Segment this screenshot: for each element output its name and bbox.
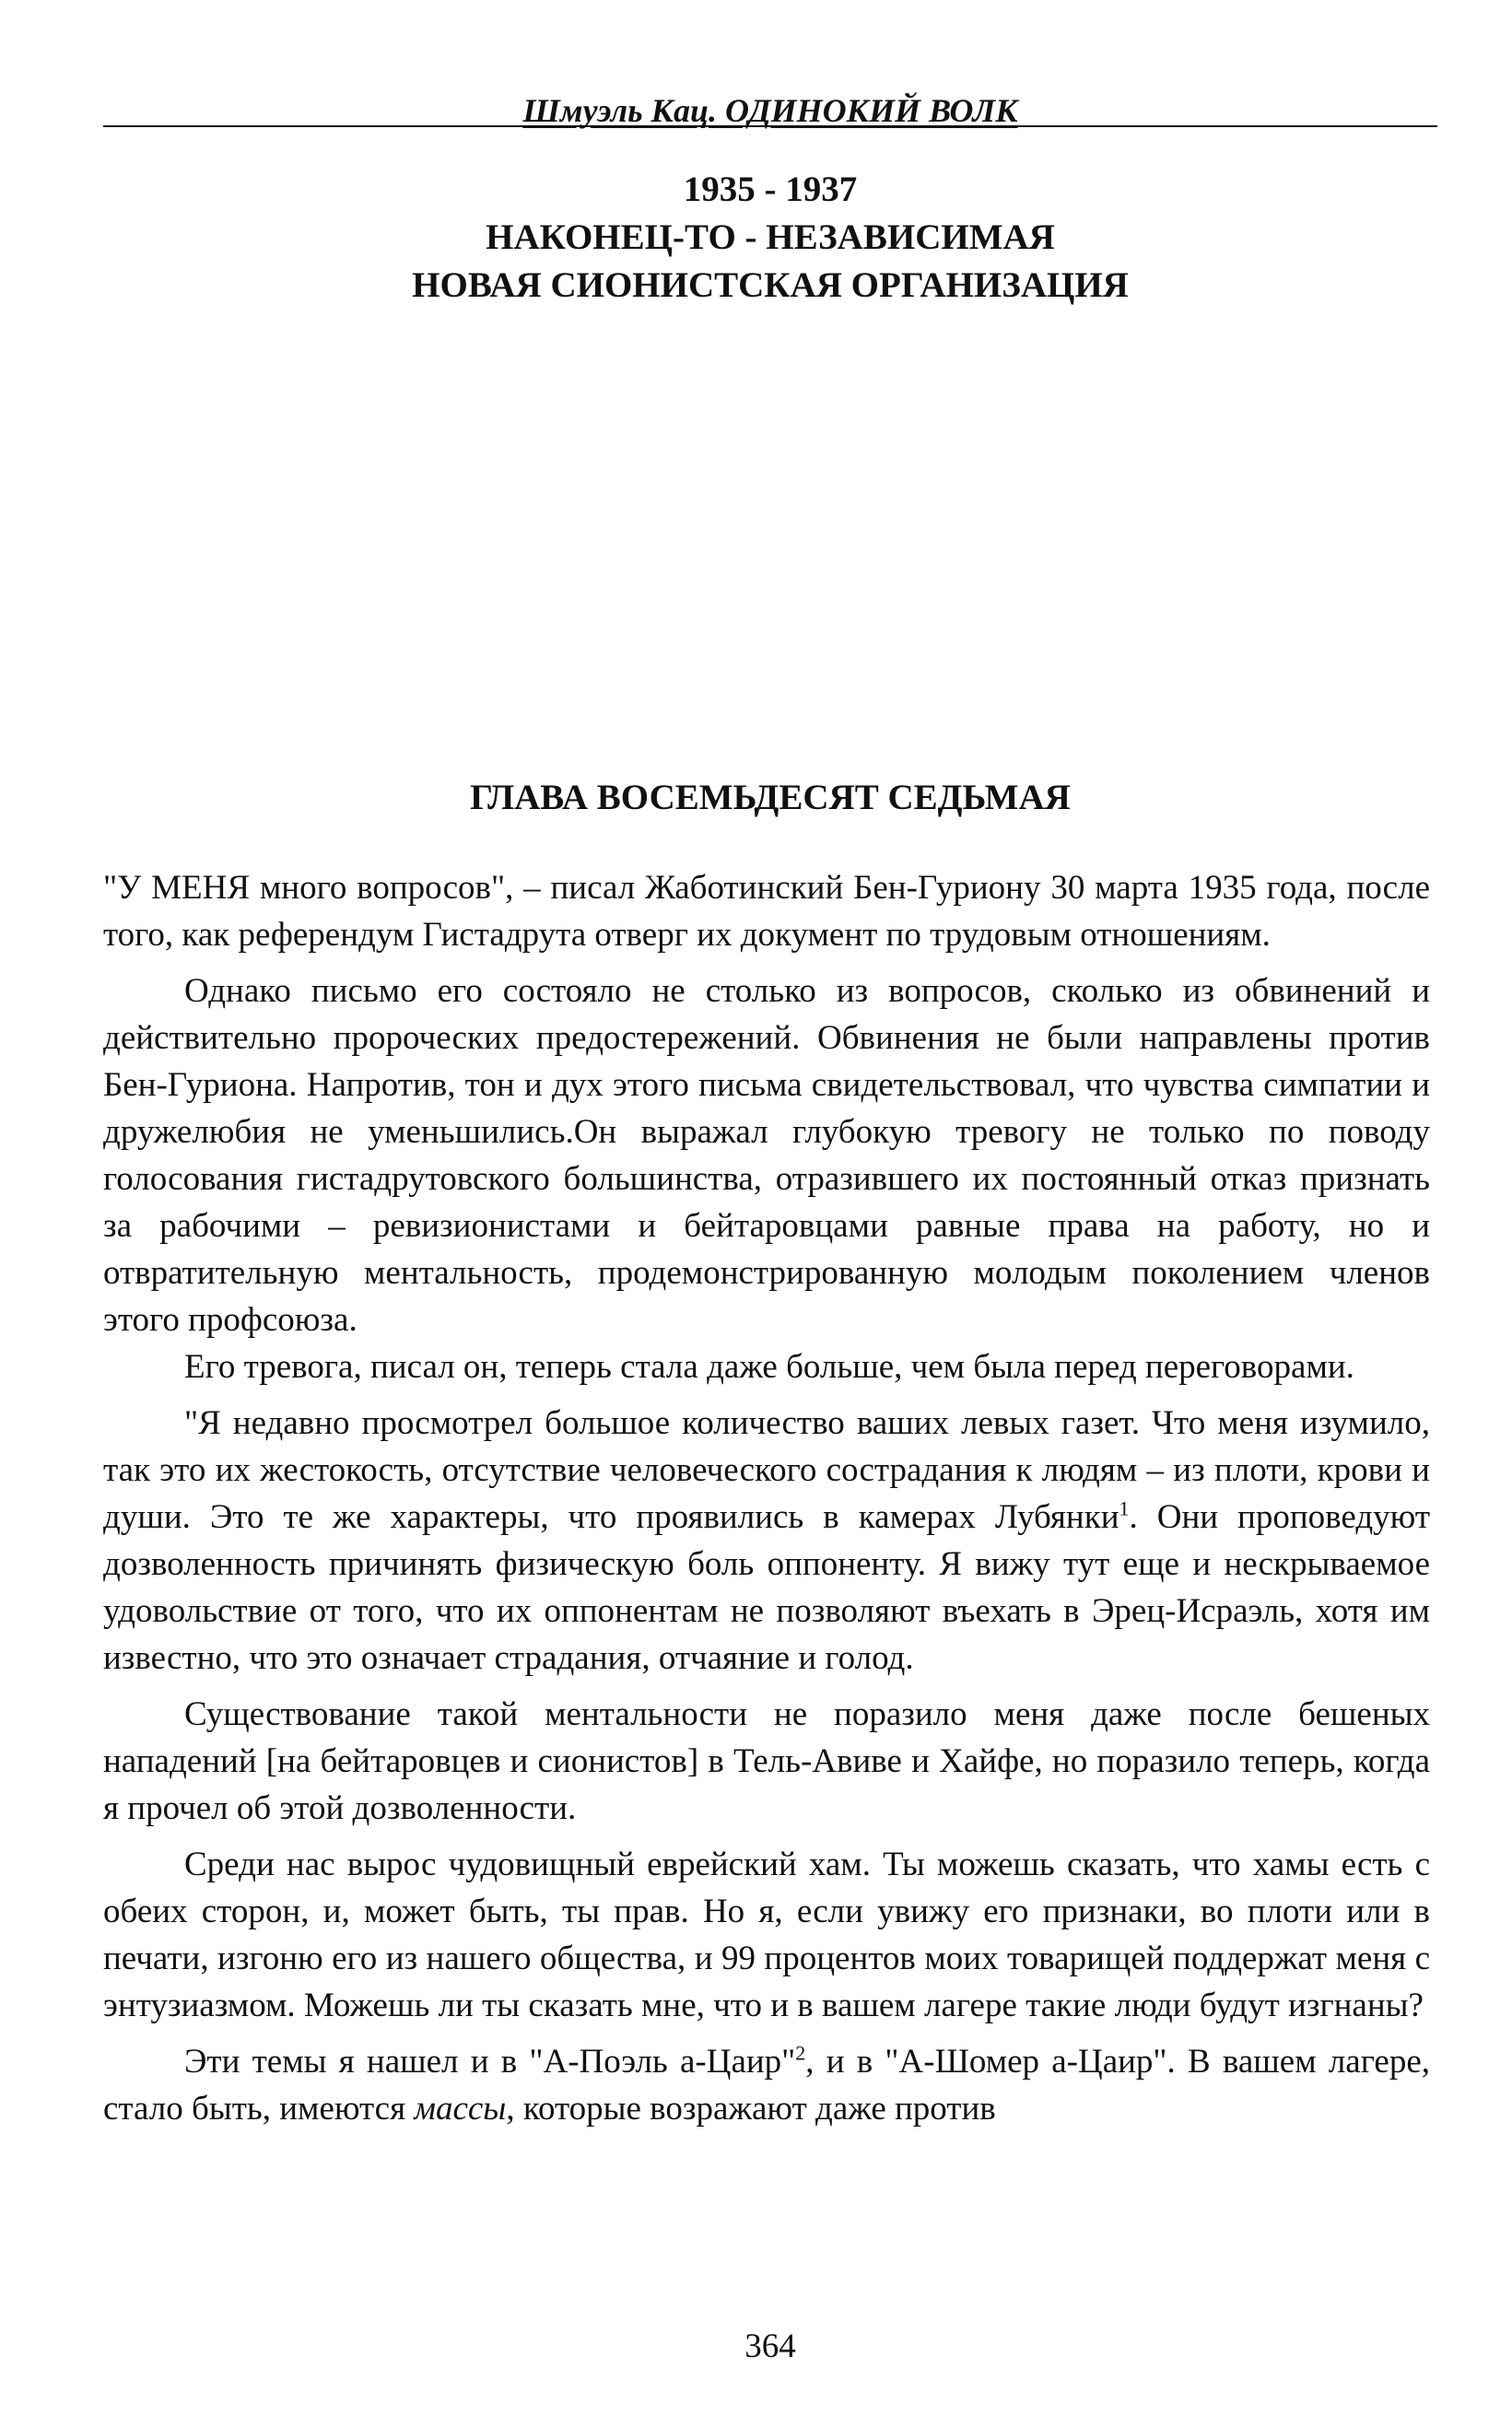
footnote-ref-2: 2 [795, 2041, 806, 2065]
page-number: 364 [744, 2327, 796, 2365]
emphasis: массы [414, 2090, 507, 2128]
part-years: 1935 - 1937 [683, 170, 858, 209]
drop-opening: "У МЕНЯ [103, 869, 251, 907]
header-rule [103, 125, 1437, 127]
paragraph: Среди нас вырос чудовищный еврейский хам. Ты можешь сказать, что хамы есть с обеих сторон, и, может быть, ты прав. Но я, если увижу его признаки, во плоти или в печати, изгоню его из нашего общества, и 99 процентов моих товарищей поддержат меня с энтузиазмом. Можешь ли ты сказать мне, что и в вашем лагере такие люди будут изгнаны? [103, 1846, 1430, 2024]
paragraph: Его тревога, писал он, теперь стала даже больше, чем была перед переговорами. [184, 1348, 1354, 1386]
part-title-line-2: НОВАЯ СИОНИСТСКАЯ ОРГАНИЗАЦИЯ [412, 265, 1129, 305]
paragraph: "Я недавно просмотрел большое количество ваших левых газет. Что меня изумило, так это их жестокость, отсутствие человеческого сострадания к людям – из плоти, крови и души. Это те же характеры, что проявились в камерах Лубянки$^1$. Они проповедуют дозволенность причинять физическую боль оппоненту. Я вижу тут еще и нескрываемое удовольствие от того, что их оппонентам не позволяют въехать в Эрец-Исраэль, хотя им известно, что это означает страдания, отчаяние и голод. [103, 1404, 1430, 1677]
chapter-title: ГЛАВА ВОСЕМЬДЕСЯТ СЕДЬМАЯ [470, 778, 1071, 817]
paragraph: "У МЕНЯ много вопросов", – писал Жаботинский Бен-Гуриону 30 марта 1935 года, после того, как референдум Гистадрута отверг их документ по трудовым отношениям. [103, 869, 1430, 954]
part-title [103, 166, 1437, 310]
part-title-line-1: НАКОНЕЦ-ТО - НЕЗАВИСИМАЯ [486, 217, 1055, 257]
footnote-ref-1: 1 [1119, 1496, 1130, 1520]
paragraph: Существование такой ментальности не поразило меня даже после бешеных нападений [на бейтаровцев и сионистов] в Тель-Авиве и Хайфе, но поразило теперь, когда я прочел об этой дозволенности. [103, 1695, 1430, 1827]
paragraph: Однако письмо его состояло не столько из вопросов, сколько из обвинений и действительно пророческих предостережений. Обвинения не были направлены против Бен-Гуриона. Напротив, тон и дух этого письма свидетельствовал, что чувства симпатии и дружелюбия не уменьшились.Он выражал глубокую тревогу не только по поводу голосования гистадрутовского большинства, отразившего их постоянный отказ признать за рабочими – ревизионистами и бейтаровцами равные права на работу, но и отвратительную ментальность, продемонстрированную молодым поколением членов этого профсоюза. [103, 972, 1430, 1339]
paragraph: Эти темы я нашел и в "А-Поэль а-Цаир"$^2$, и в "А-Шомер а-Цаир". В вашем лагере, стало быть, имеются массы, которые возражают даже против [103, 2041, 1430, 2128]
body-text [103, 864, 1430, 2132]
running-head: Шмуэль Кац. ОДИНОКИЙ ВОЛК [522, 92, 1018, 129]
